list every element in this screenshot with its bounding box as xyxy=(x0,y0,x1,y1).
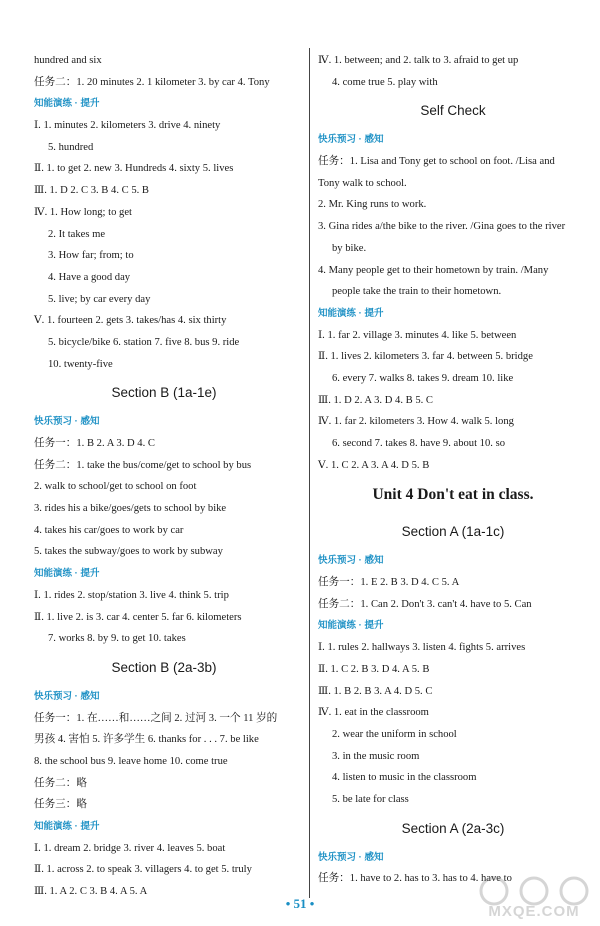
section-heading: 知能演练 · 提升 xyxy=(318,307,384,319)
answer-line: Ⅰ. 1. dream 2. bridge 3. river 4. leaves 5. boat xyxy=(34,842,226,854)
section-heading: 知能演练 · 提升 xyxy=(34,821,100,832)
answer-line: Ⅰ. 1. far 2. village 3. minutes 4. like 5. between xyxy=(318,329,517,341)
answer-line: 任务二：略 xyxy=(34,777,87,789)
section-title: Section A (1a-1c) xyxy=(401,524,505,540)
answer-line: 任务二：1. Can 2. Don't 3. can't 4. have to 5. Can xyxy=(318,598,532,610)
answer-line: 任务：1. have to 2. has to 3. has to 4. have to xyxy=(318,873,512,885)
answer-line: 6. every 7. walks 8. takes 9. dream 10. like xyxy=(332,372,514,384)
answer-line: Ⅰ. 1. rules 2. hallways 3. listen 4. fights 5. arrives xyxy=(318,642,526,654)
answer-line: 5. live; by car every day xyxy=(48,293,151,305)
watermark-logo xyxy=(474,876,594,922)
answer-line: 5. hundred xyxy=(48,141,94,153)
answer-line: by bike. xyxy=(332,242,367,254)
answer-line: Ⅲ. 1. D 2. C 3. B 4. C 5. B xyxy=(34,185,149,197)
page-number: • 51 • xyxy=(285,896,315,911)
answer-line: 任务三：略 xyxy=(34,799,87,811)
answer-line: 4. Many people get to their hometown by train. /Many xyxy=(318,264,549,276)
unit-title: Unit 4 Don't eat in class. xyxy=(372,486,534,504)
section-heading: 知能演练 · 提升 xyxy=(34,98,100,110)
column-divider xyxy=(309,48,310,898)
answer-line: 5. be late for class xyxy=(332,793,409,805)
answer-line: 4. listen to music in the classroom xyxy=(332,772,477,784)
answer-line: 4. takes his car/goes to work by car xyxy=(34,524,184,536)
answer-line: 6. second 7. takes 8. have 9. about 10. so xyxy=(332,438,505,449)
answer-line: Ⅱ. 1. C 2. B 3. D 4. A 5. B xyxy=(318,663,430,675)
answer-line: Ⅳ. 1. How long; to get xyxy=(34,206,132,218)
answer-line: 男孩 4. 害怕 5. 许多学生 6. thanks for . . . 7. be like xyxy=(34,734,259,746)
section-title: Section A (2a-3c) xyxy=(401,820,505,836)
section-heading: 知能演练 · 提升 xyxy=(34,568,100,580)
answer-line: 2. Mr. King runs to work. xyxy=(318,199,427,211)
watermark-text: MXQE.COM xyxy=(488,903,580,920)
answer-line: 4. come true 5. play with xyxy=(332,76,438,88)
section-title: Section B (1a-1e) xyxy=(111,385,217,401)
section-heading: 快乐预习 · 感知 xyxy=(318,851,384,863)
answer-line: 4. Have a good day xyxy=(48,271,131,283)
answer-line: people take the train to their hometown. xyxy=(332,286,502,298)
answer-line: 3. in the music room xyxy=(332,750,420,762)
answer-line: Ⅳ. 1. between; and 2. talk to 3. afraid to get up xyxy=(318,55,519,66)
answer-line: Ⅲ. 1. B 2. B 3. A 4. D 5. C xyxy=(318,685,433,697)
answer-line: 任务二：1. 20 minutes 2. 1 kilometer 3. by car 4. Tony xyxy=(34,76,270,88)
section-title: Section B (2a-3b) xyxy=(111,659,217,675)
answer-line: 2. walk to school/get to school on foot xyxy=(34,481,197,493)
answer-line: Tony walk to school. xyxy=(318,177,407,189)
answer-line: 任务一：1. E 2. B 3. D 4. C 5. A xyxy=(318,577,460,589)
answer-line: 任务一：1. 在……和……之间 2. 过河 3. 一个 11 岁的 xyxy=(34,712,278,724)
answer-line: 3. rides his a bike/goes/gets to school by bike xyxy=(34,503,227,515)
answer-line: Ⅱ. 1. lives 2. kilometers 3. far 4. between 5. bridge xyxy=(318,351,533,363)
left-column xyxy=(34,50,294,903)
answer-line: Ⅰ. 1. minutes 2. kilometers 3. drive 4. ninety xyxy=(34,120,221,132)
answer-line: Ⅲ. 1. D 2. A 3. D 4. B 5. C xyxy=(318,394,433,406)
section-heading: 快乐预习 · 感知 xyxy=(318,134,384,146)
answer-line: 任务二：1. take the bus/come/get to school by bus xyxy=(34,459,252,471)
answer-line: 8. the school bus 9. leave home 10. come true xyxy=(34,755,228,767)
answer-line: 10. twenty-five xyxy=(48,358,113,370)
section-heading: 快乐预习 · 感知 xyxy=(318,555,384,567)
answer-line: Ⅴ. 1. fourteen 2. gets 3. takes/has 4. six thirty xyxy=(34,315,227,327)
answer-line: Ⅴ. 1. C 2. A 3. A 4. D 5. B xyxy=(318,459,430,471)
section-heading: 快乐预习 · 感知 xyxy=(34,416,100,428)
answer-line: Ⅱ. 1. across 2. to speak 3. villagers 4. to get 5. truly xyxy=(34,864,252,876)
watermark-icon xyxy=(474,876,594,906)
answer-line: 5. bicycle/bike 6. station 7. five 8. bus 9. ride xyxy=(48,336,240,348)
answer-line: Ⅱ. 1. live 2. is 3. car 4. center 5. far 6. kilometers xyxy=(34,611,242,623)
answer-line: 2. wear the uniform in school xyxy=(332,728,457,740)
answer-line: 2. It takes me xyxy=(48,228,106,240)
answer-line: Ⅱ. 1. to get 2. new 3. Hundreds 4. sixty 5. lives xyxy=(34,163,234,175)
answer-line: 7. works 8. by 9. to get 10. takes xyxy=(48,633,186,645)
right-column xyxy=(318,50,588,890)
answer-line: 任务一：1. B 2. A 3. D 4. C xyxy=(34,438,155,449)
answer-line: hundred and six xyxy=(34,55,102,66)
answer-line: Ⅳ. 1. eat in the classroom xyxy=(318,707,429,719)
section-heading: 快乐预习 · 感知 xyxy=(34,690,100,702)
answer-line: 5. takes the subway/goes to work by subway xyxy=(34,546,223,558)
answer-line: Ⅰ. 1. rides 2. stop/station 3. live 4. think 5. trip xyxy=(34,589,229,601)
section-heading: 知能演练 · 提升 xyxy=(318,620,384,632)
answer-line: Ⅲ. 1. A 2. C 3. B 4. A 5. A xyxy=(34,886,148,898)
answer-line: Ⅳ. 1. far 2. kilometers 3. How 4. walk 5. long xyxy=(318,416,514,428)
section-title: Self Check xyxy=(420,103,486,119)
answer-line: 3. How far; from; to xyxy=(48,250,134,262)
answer-line: 任务：1. Lisa and Tony get to school on foot. /Lisa and xyxy=(318,156,555,168)
answer-line: 3. Gina rides a/the bike to the river. /Gina goes to the river xyxy=(318,221,566,233)
